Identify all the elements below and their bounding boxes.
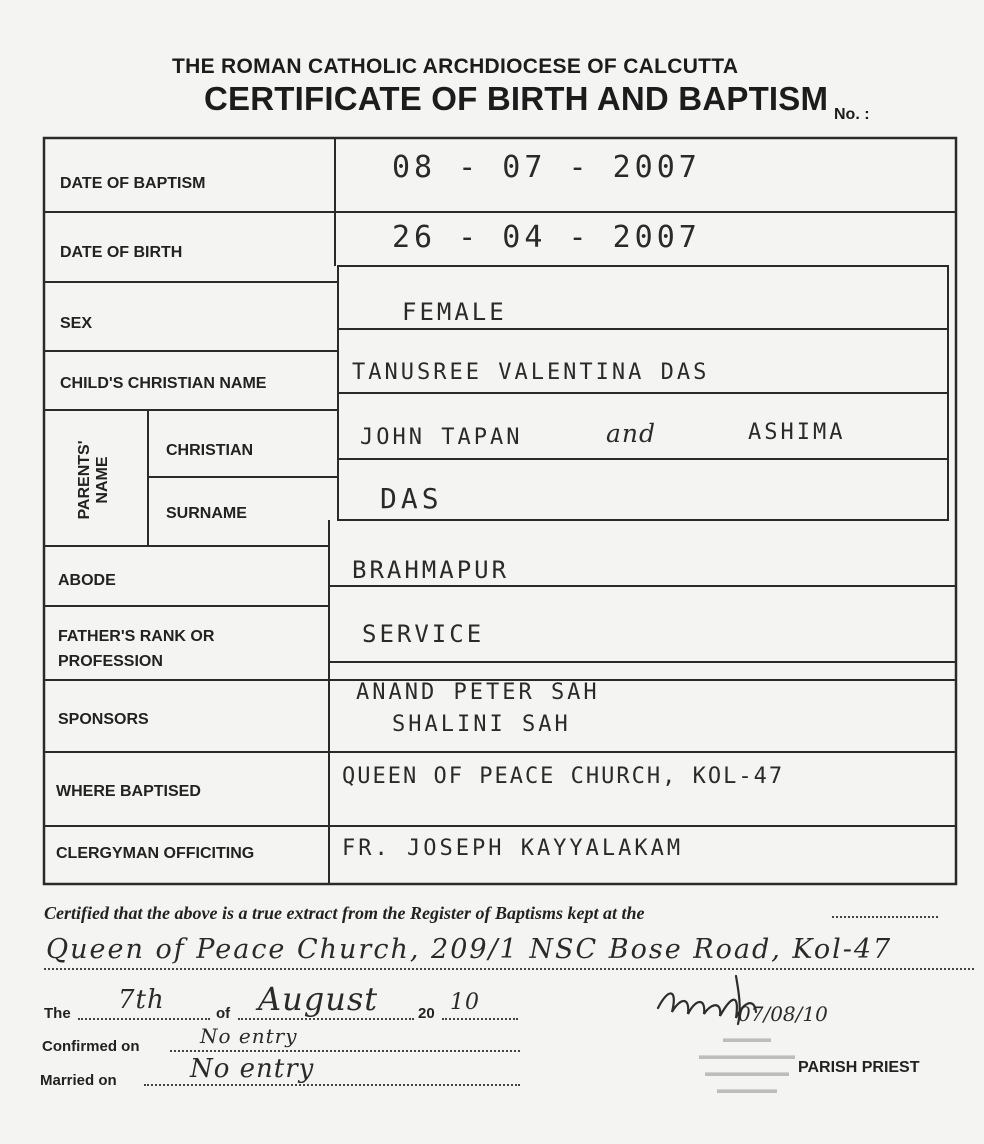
date-of-birth-value: 26 - 04 - 2007 — [392, 220, 701, 255]
parents-christian-label: CHRISTIAN — [166, 442, 254, 459]
parish-priest-label: PARISH PRIEST — [798, 1059, 920, 1076]
church-dotted-line — [44, 968, 974, 970]
day-value: 7th — [118, 985, 165, 1015]
abode-label: ABODE — [58, 572, 116, 589]
sponsors-value-1: ANAND PETER SAH — [356, 680, 600, 705]
church-value: Queen of Peace Church, 209/1 NSC Bose Road, Kol-47 — [46, 934, 893, 965]
archdiocese-name: THE ROMAN CATHOLIC ARCHDIOCESE OF CALCUTTA — [172, 55, 739, 78]
date-of-baptism-label: DATE OF BAPTISM — [60, 175, 206, 192]
where-baptised-label: WHERE BAPTISED — [56, 783, 201, 800]
the-label: The — [44, 1005, 71, 1022]
parents-christian-value-1: JOHN TAPAN — [360, 425, 523, 450]
father-profession-label-1: FATHER'S RANK OR — [58, 628, 215, 645]
father-profession-value: SERVICE — [362, 620, 485, 648]
sponsors-value-2: SHALINI SAH — [392, 712, 571, 737]
confirmed-label: Confirmed on — [42, 1038, 140, 1055]
childs-name-label: CHILD'S CHRISTIAN NAME — [60, 375, 267, 392]
married-label: Married on — [40, 1072, 117, 1089]
abode-value: BRAHMAPUR — [352, 556, 510, 584]
married-value: No entry — [190, 1054, 315, 1084]
married-dotted-line — [144, 1084, 520, 1086]
parents-label-line2: NAME — [94, 456, 111, 504]
statement-dotted-line — [832, 916, 938, 918]
childs-name-value: TANUSREE VALENTINA DAS — [352, 360, 710, 385]
parents-name-label — [76, 414, 116, 546]
parents-christian-value-2: ASHIMA — [748, 420, 846, 445]
month-value: August — [258, 980, 379, 1018]
parents-surname-value: DAS — [380, 482, 443, 515]
confirmed-value: No entry — [200, 1024, 298, 1048]
parents-label-line1: PARENTS' — [76, 440, 93, 520]
year-suffix: 10 — [450, 990, 480, 1015]
sponsors-label: SPONSORS — [58, 711, 149, 728]
of-label: of — [216, 1005, 231, 1022]
signature-date: 07/08/10 — [738, 1002, 828, 1026]
month-dotted-line — [238, 1018, 414, 1020]
father-profession-label-2: PROFESSION — [58, 653, 163, 670]
certification-statement: Certified that the above is a true extract from the Register of Baptisms kept at the — [44, 903, 645, 923]
day-dotted-line — [78, 1018, 210, 1020]
confirmed-dotted-line — [170, 1050, 520, 1052]
certificate-title: CERTIFICATE OF BIRTH AND BAPTISM — [204, 80, 829, 117]
sex-label: SEX — [60, 315, 93, 332]
date-of-baptism-value: 08 - 07 - 2007 — [392, 150, 701, 185]
year-prefix: 20 — [418, 1005, 435, 1022]
parents-surname-label: SURNAME — [166, 505, 247, 522]
parish-stamp: ▬▬▬▬ ▬▬▬▬▬▬▬▬ ▬▬▬▬▬▬▬ ▬▬▬▬▬ — [699, 1031, 795, 1096]
where-baptised-value: QUEEN OF PEACE CHURCH, KOL-47 — [342, 764, 785, 789]
certificate-number-label: No. : — [834, 106, 870, 123]
parents-christian-value-and: and — [606, 419, 657, 448]
date-of-birth-label: DATE OF BIRTH — [60, 244, 183, 261]
clergyman-label: CLERGYMAN OFFICITING — [56, 845, 255, 862]
clergyman-value: FR. JOSEPH KAYYALAKAM — [342, 836, 684, 861]
sex-value: FEMALE — [402, 298, 507, 326]
year-dotted-line — [442, 1018, 518, 1020]
